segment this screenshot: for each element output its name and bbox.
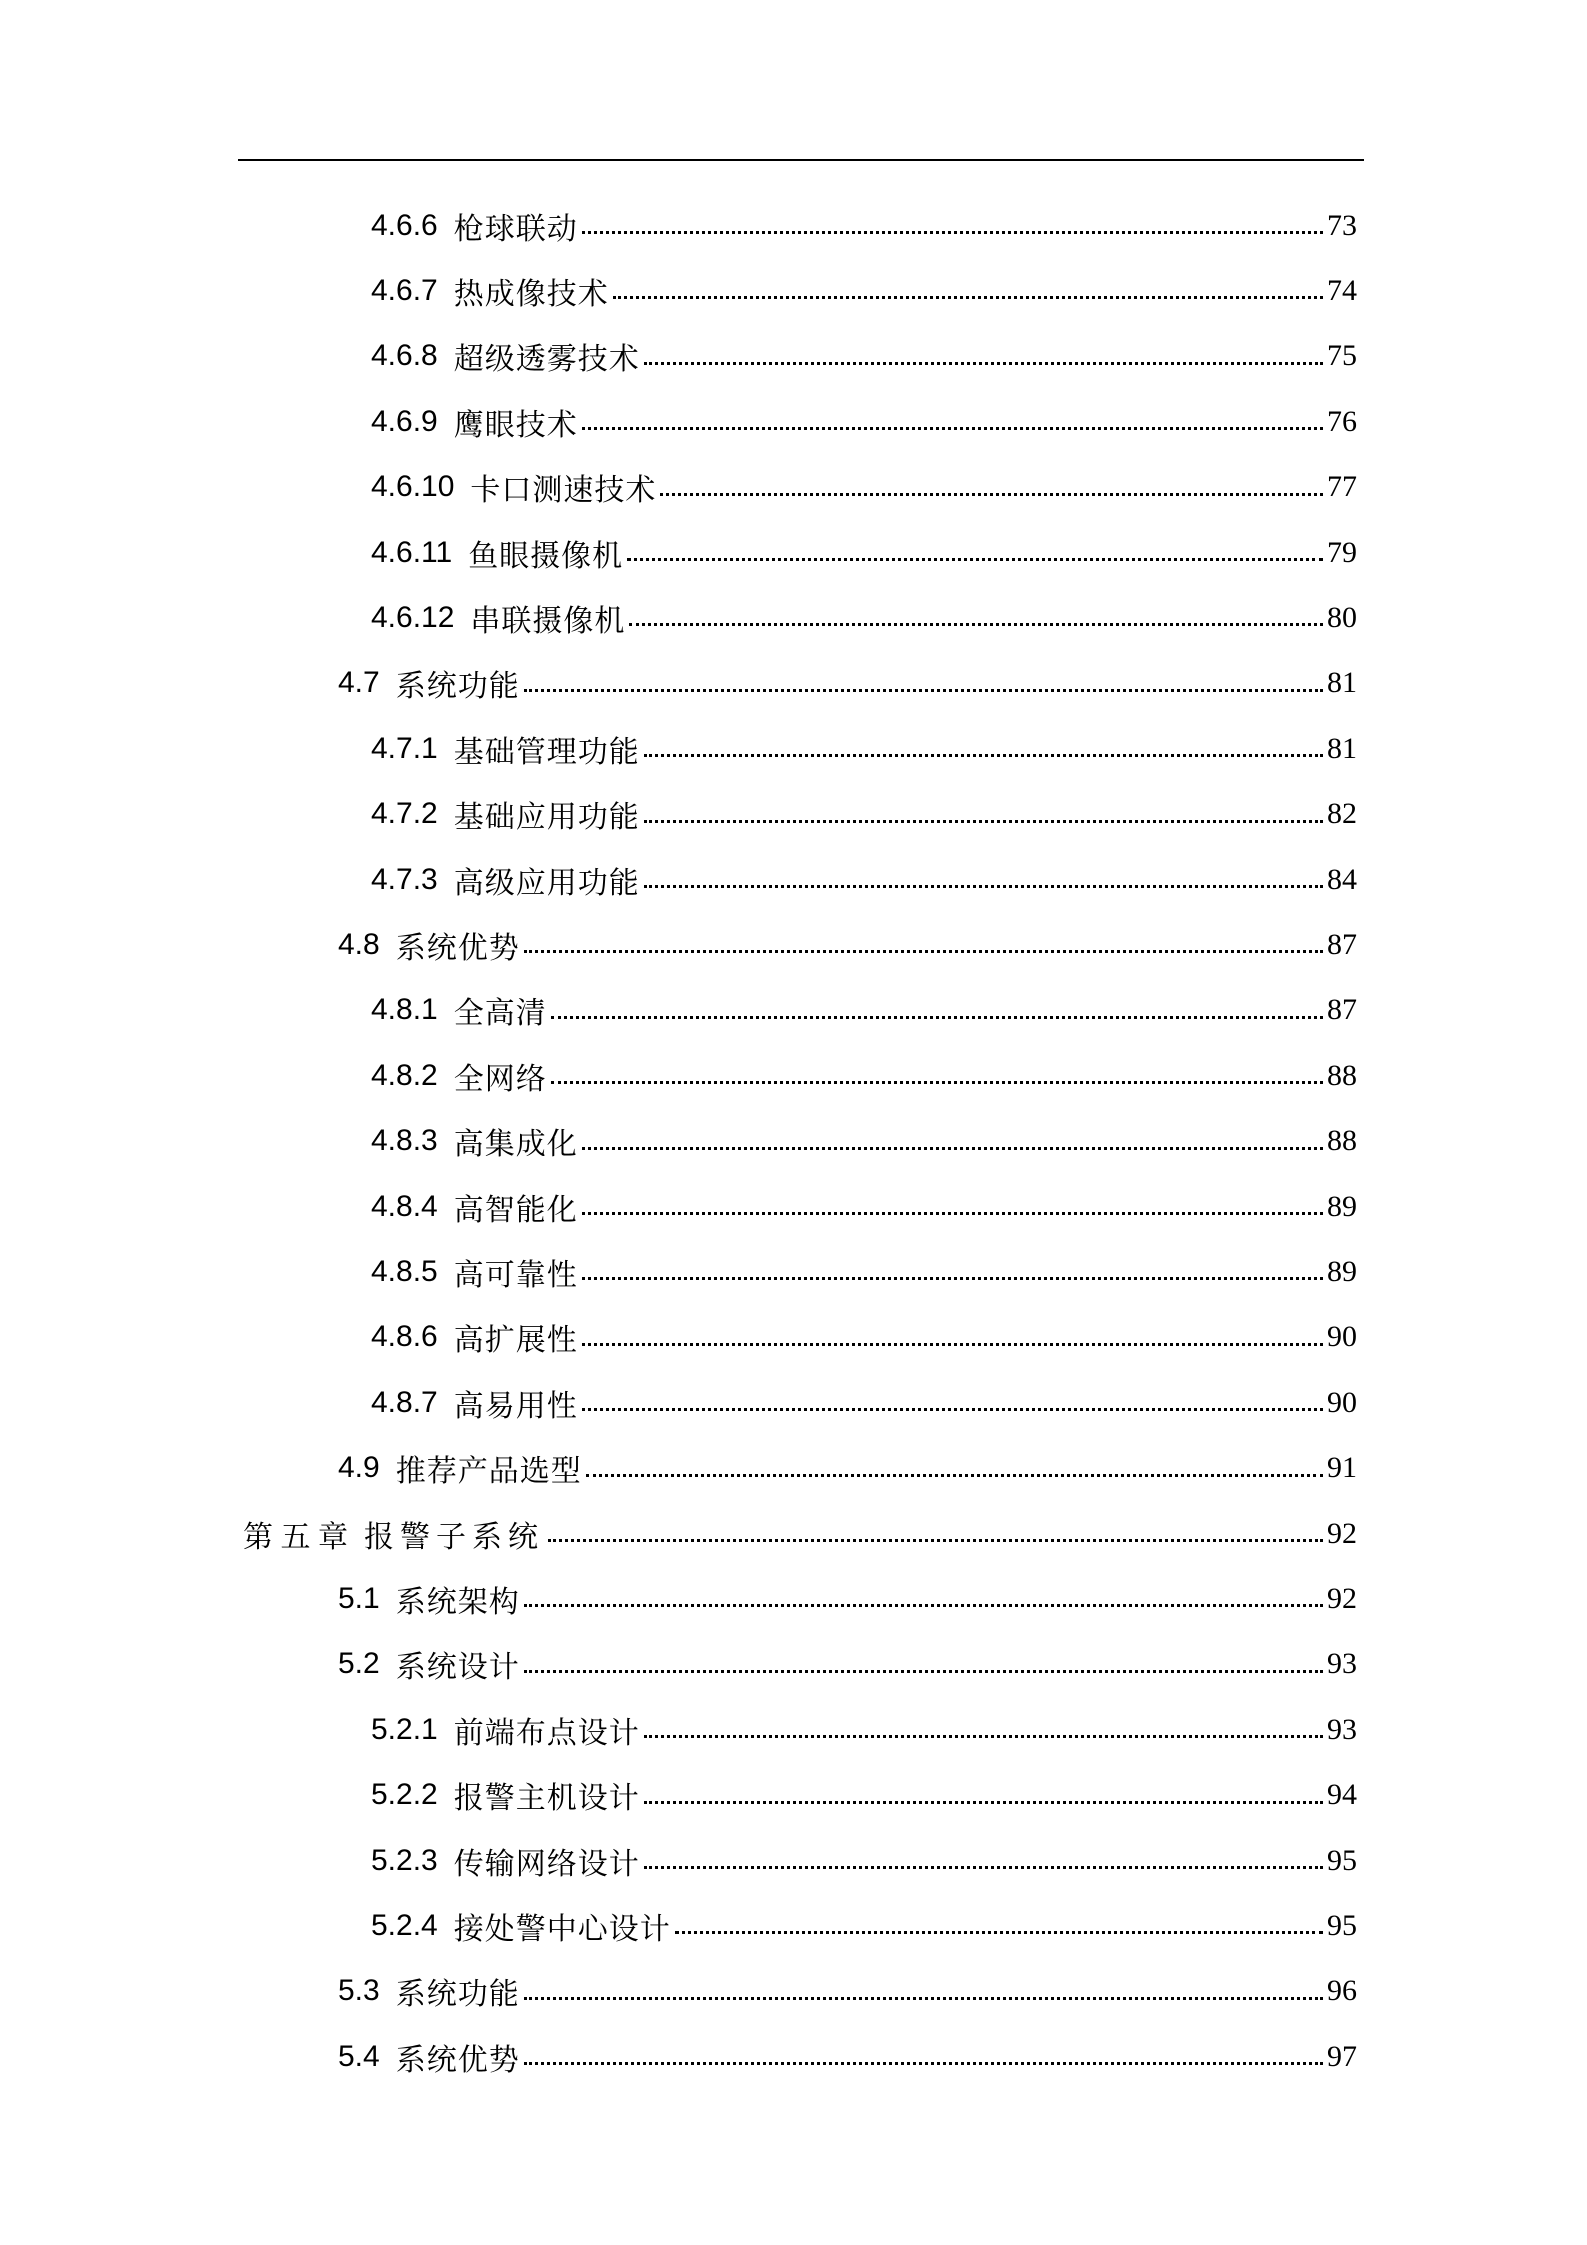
dot-leader bbox=[582, 1277, 1323, 1280]
toc-entry-title: 系统优势 bbox=[395, 2043, 520, 2077]
toc-entry-page: 80 bbox=[1327, 600, 1357, 634]
dot-leader bbox=[551, 1081, 1323, 1084]
toc-entry-page: 79 bbox=[1327, 535, 1357, 569]
toc-entry-page: 96 bbox=[1327, 1974, 1357, 2008]
dot-leader bbox=[582, 1343, 1323, 1346]
toc-entry-number: 4.8.3 bbox=[371, 1124, 438, 1158]
toc-entry[interactable] bbox=[371, 1305, 1357, 1370]
toc-entry[interactable] bbox=[371, 1697, 1357, 1762]
toc-entry-number: 4.8 bbox=[338, 927, 380, 961]
dot-leader bbox=[644, 1866, 1323, 1869]
toc-entry[interactable] bbox=[371, 520, 1357, 585]
dot-leader bbox=[551, 1016, 1323, 1019]
toc-entry-title: 枪球联动 bbox=[453, 212, 578, 246]
dot-leader bbox=[582, 1212, 1323, 1215]
dot-leader bbox=[524, 689, 1323, 692]
toc-entry[interactable] bbox=[371, 1763, 1357, 1828]
toc-entry[interactable] bbox=[371, 1174, 1357, 1239]
toc-entry-number: 4.9 bbox=[338, 1451, 380, 1485]
dot-leader bbox=[524, 1604, 1323, 1607]
toc-entry-title: 高扩展性 bbox=[453, 1324, 578, 1358]
dot-leader bbox=[675, 1931, 1323, 1934]
toc-entry[interactable] bbox=[338, 1436, 1357, 1501]
dot-leader bbox=[644, 362, 1323, 365]
toc-entry-page: 90 bbox=[1327, 1385, 1357, 1419]
toc-entry-page: 90 bbox=[1327, 1320, 1357, 1354]
toc-entry-number: 第 五 章 bbox=[243, 1520, 348, 1554]
dot-leader bbox=[629, 623, 1323, 626]
toc-entry-number: 4.6.6 bbox=[371, 208, 438, 242]
toc-entry-title: 高智能化 bbox=[453, 1193, 578, 1227]
dot-leader bbox=[582, 427, 1323, 430]
toc-entry-number: 4.7.1 bbox=[371, 731, 438, 765]
dot-leader bbox=[548, 1539, 1323, 1542]
toc-entry-number: 5.4 bbox=[338, 2039, 380, 2073]
toc-entry-page: 88 bbox=[1327, 1058, 1357, 1092]
dot-leader bbox=[582, 1147, 1323, 1150]
toc-entry[interactable] bbox=[371, 978, 1357, 1043]
toc-entry-number: 5.2.4 bbox=[371, 1908, 438, 1942]
toc-entry[interactable] bbox=[243, 1501, 1357, 1566]
toc-entry-number: 5.2.1 bbox=[371, 1712, 438, 1746]
toc-entry-title: 推荐产品选型 bbox=[395, 1455, 582, 1489]
toc-entry-page: 94 bbox=[1327, 1778, 1357, 1812]
dot-leader bbox=[644, 1801, 1323, 1804]
toc-entry-title: 鱼眼摄像机 bbox=[468, 539, 624, 573]
toc-entry[interactable] bbox=[371, 782, 1357, 847]
toc-entry[interactable] bbox=[371, 1043, 1357, 1108]
toc-entry-number: 4.6.11 bbox=[371, 535, 453, 569]
dot-leader bbox=[660, 493, 1323, 496]
toc-entry[interactable] bbox=[371, 1109, 1357, 1174]
toc-entry-number: 4.7 bbox=[338, 666, 380, 700]
toc-entry[interactable] bbox=[371, 324, 1357, 389]
toc-entry-number: 4.6.9 bbox=[371, 404, 438, 438]
header-rule bbox=[238, 159, 1364, 161]
toc-entry-title: 接处警中心设计 bbox=[453, 1912, 671, 1946]
toc-entry[interactable] bbox=[338, 651, 1357, 716]
toc-entry-page: 95 bbox=[1327, 1908, 1357, 1942]
toc-entry-page: 92 bbox=[1327, 1581, 1357, 1615]
toc-entry-page: 74 bbox=[1327, 273, 1357, 307]
toc-entry-page: 93 bbox=[1327, 1647, 1357, 1681]
toc-entry-title: 系统功能 bbox=[395, 670, 520, 704]
toc-entry-title: 鹰眼技术 bbox=[453, 408, 578, 442]
toc-entry-page: 89 bbox=[1327, 1254, 1357, 1288]
dot-leader bbox=[613, 296, 1323, 299]
toc-entry-page: 97 bbox=[1327, 2039, 1357, 2073]
dot-leader bbox=[644, 885, 1323, 888]
toc-entry-number: 4.8.2 bbox=[371, 1058, 438, 1092]
toc-entry[interactable] bbox=[371, 1893, 1357, 1958]
toc-entry-number: 4.8.6 bbox=[371, 1320, 438, 1354]
dot-leader bbox=[524, 1997, 1323, 2000]
toc-entry-title: 基础管理功能 bbox=[453, 735, 640, 769]
toc-entry-number: 4.8.7 bbox=[371, 1385, 438, 1419]
toc-entry[interactable] bbox=[338, 1632, 1357, 1697]
toc-entry-page: 73 bbox=[1327, 208, 1357, 242]
dot-leader bbox=[582, 1408, 1323, 1411]
toc-entry-title: 高级应用功能 bbox=[453, 866, 640, 900]
toc-entry-page: 77 bbox=[1327, 470, 1357, 504]
toc-entry-title: 基础应用功能 bbox=[453, 801, 640, 835]
toc-entry-page: 92 bbox=[1327, 1516, 1357, 1550]
toc-entry-number: 4.6.8 bbox=[371, 339, 438, 373]
toc-entry-title: 热成像技术 bbox=[453, 277, 609, 311]
toc-entry[interactable] bbox=[371, 716, 1357, 781]
toc-entry-title: 报警子系统 bbox=[364, 1520, 544, 1554]
toc-entry-title: 系统架构 bbox=[395, 1585, 520, 1619]
toc-entry-page: 81 bbox=[1327, 731, 1357, 765]
toc-entry-number: 4.6.10 bbox=[371, 470, 455, 504]
toc-entry-page: 81 bbox=[1327, 666, 1357, 700]
dot-leader bbox=[627, 558, 1323, 561]
toc-entry-page: 89 bbox=[1327, 1189, 1357, 1223]
toc-entry-page: 84 bbox=[1327, 862, 1357, 896]
toc-entry-page: 82 bbox=[1327, 797, 1357, 831]
toc-entry-page: 76 bbox=[1327, 404, 1357, 438]
dot-leader bbox=[582, 231, 1323, 234]
toc-entry-number: 4.8.5 bbox=[371, 1254, 438, 1288]
toc-entry[interactable] bbox=[371, 455, 1357, 520]
toc-entry-number: 5.2 bbox=[338, 1647, 380, 1681]
toc-entry-title: 高易用性 bbox=[453, 1389, 578, 1423]
toc-entry-page: 93 bbox=[1327, 1712, 1357, 1746]
toc-entry-title: 全网络 bbox=[453, 1062, 547, 1096]
toc-entry-title: 串联摄像机 bbox=[470, 604, 626, 638]
toc-entry[interactable] bbox=[371, 585, 1357, 650]
toc-entry-title: 报警主机设计 bbox=[453, 1782, 640, 1816]
toc-entry[interactable] bbox=[371, 258, 1357, 323]
toc-entry-page: 87 bbox=[1327, 927, 1357, 961]
toc-entry-page: 87 bbox=[1327, 993, 1357, 1027]
toc-entry-title: 卡口测速技术 bbox=[470, 474, 657, 508]
toc-entry-title: 全高清 bbox=[453, 997, 547, 1031]
toc-entry-number: 5.3 bbox=[338, 1974, 380, 2008]
toc-entry[interactable] bbox=[371, 1828, 1357, 1893]
toc-entry-number: 4.6.12 bbox=[371, 600, 455, 634]
toc-entry[interactable] bbox=[338, 2024, 1357, 2089]
toc-entry[interactable] bbox=[338, 1959, 1357, 2024]
toc-entry-number: 5.2.3 bbox=[371, 1843, 438, 1877]
toc-entry-number: 5.1 bbox=[338, 1581, 380, 1615]
dot-leader bbox=[644, 1735, 1323, 1738]
toc-entry[interactable] bbox=[371, 847, 1357, 912]
toc-entry[interactable] bbox=[371, 389, 1357, 454]
dot-leader bbox=[524, 950, 1323, 953]
toc-entry-page: 88 bbox=[1327, 1124, 1357, 1158]
toc-entry[interactable] bbox=[371, 1239, 1357, 1304]
toc-entry-title: 高集成化 bbox=[453, 1128, 578, 1162]
toc-entry-number: 4.7.3 bbox=[371, 862, 438, 896]
toc-entry-title: 系统优势 bbox=[395, 931, 520, 965]
toc-entry-title: 高可靠性 bbox=[453, 1258, 578, 1292]
toc-entry[interactable] bbox=[371, 193, 1357, 258]
toc-entry[interactable] bbox=[371, 1370, 1357, 1435]
toc-entry-page: 95 bbox=[1327, 1843, 1357, 1877]
toc-entry-number: 4.8.4 bbox=[371, 1189, 438, 1223]
toc-entry-title: 系统功能 bbox=[395, 1978, 520, 2012]
toc-entry[interactable] bbox=[338, 912, 1357, 977]
toc-entry-page: 75 bbox=[1327, 339, 1357, 373]
toc-entry-number: 5.2.2 bbox=[371, 1778, 438, 1812]
toc-entry-number: 4.7.2 bbox=[371, 797, 438, 831]
toc-entry[interactable] bbox=[338, 1566, 1357, 1631]
toc-entry-title: 传输网络设计 bbox=[453, 1847, 640, 1881]
dot-leader bbox=[586, 1474, 1323, 1477]
dot-leader bbox=[644, 820, 1323, 823]
dot-leader bbox=[524, 1670, 1323, 1673]
toc-entry-number: 4.6.7 bbox=[371, 273, 438, 307]
toc-entry-title: 系统设计 bbox=[395, 1651, 520, 1685]
dot-leader bbox=[644, 754, 1323, 757]
dot-leader bbox=[524, 2062, 1323, 2065]
toc-entry-number: 4.8.1 bbox=[371, 993, 438, 1027]
toc-entry-page: 91 bbox=[1327, 1451, 1357, 1485]
toc-entry-title: 超级透雾技术 bbox=[453, 343, 640, 377]
toc-entry-title: 前端布点设计 bbox=[453, 1716, 640, 1750]
